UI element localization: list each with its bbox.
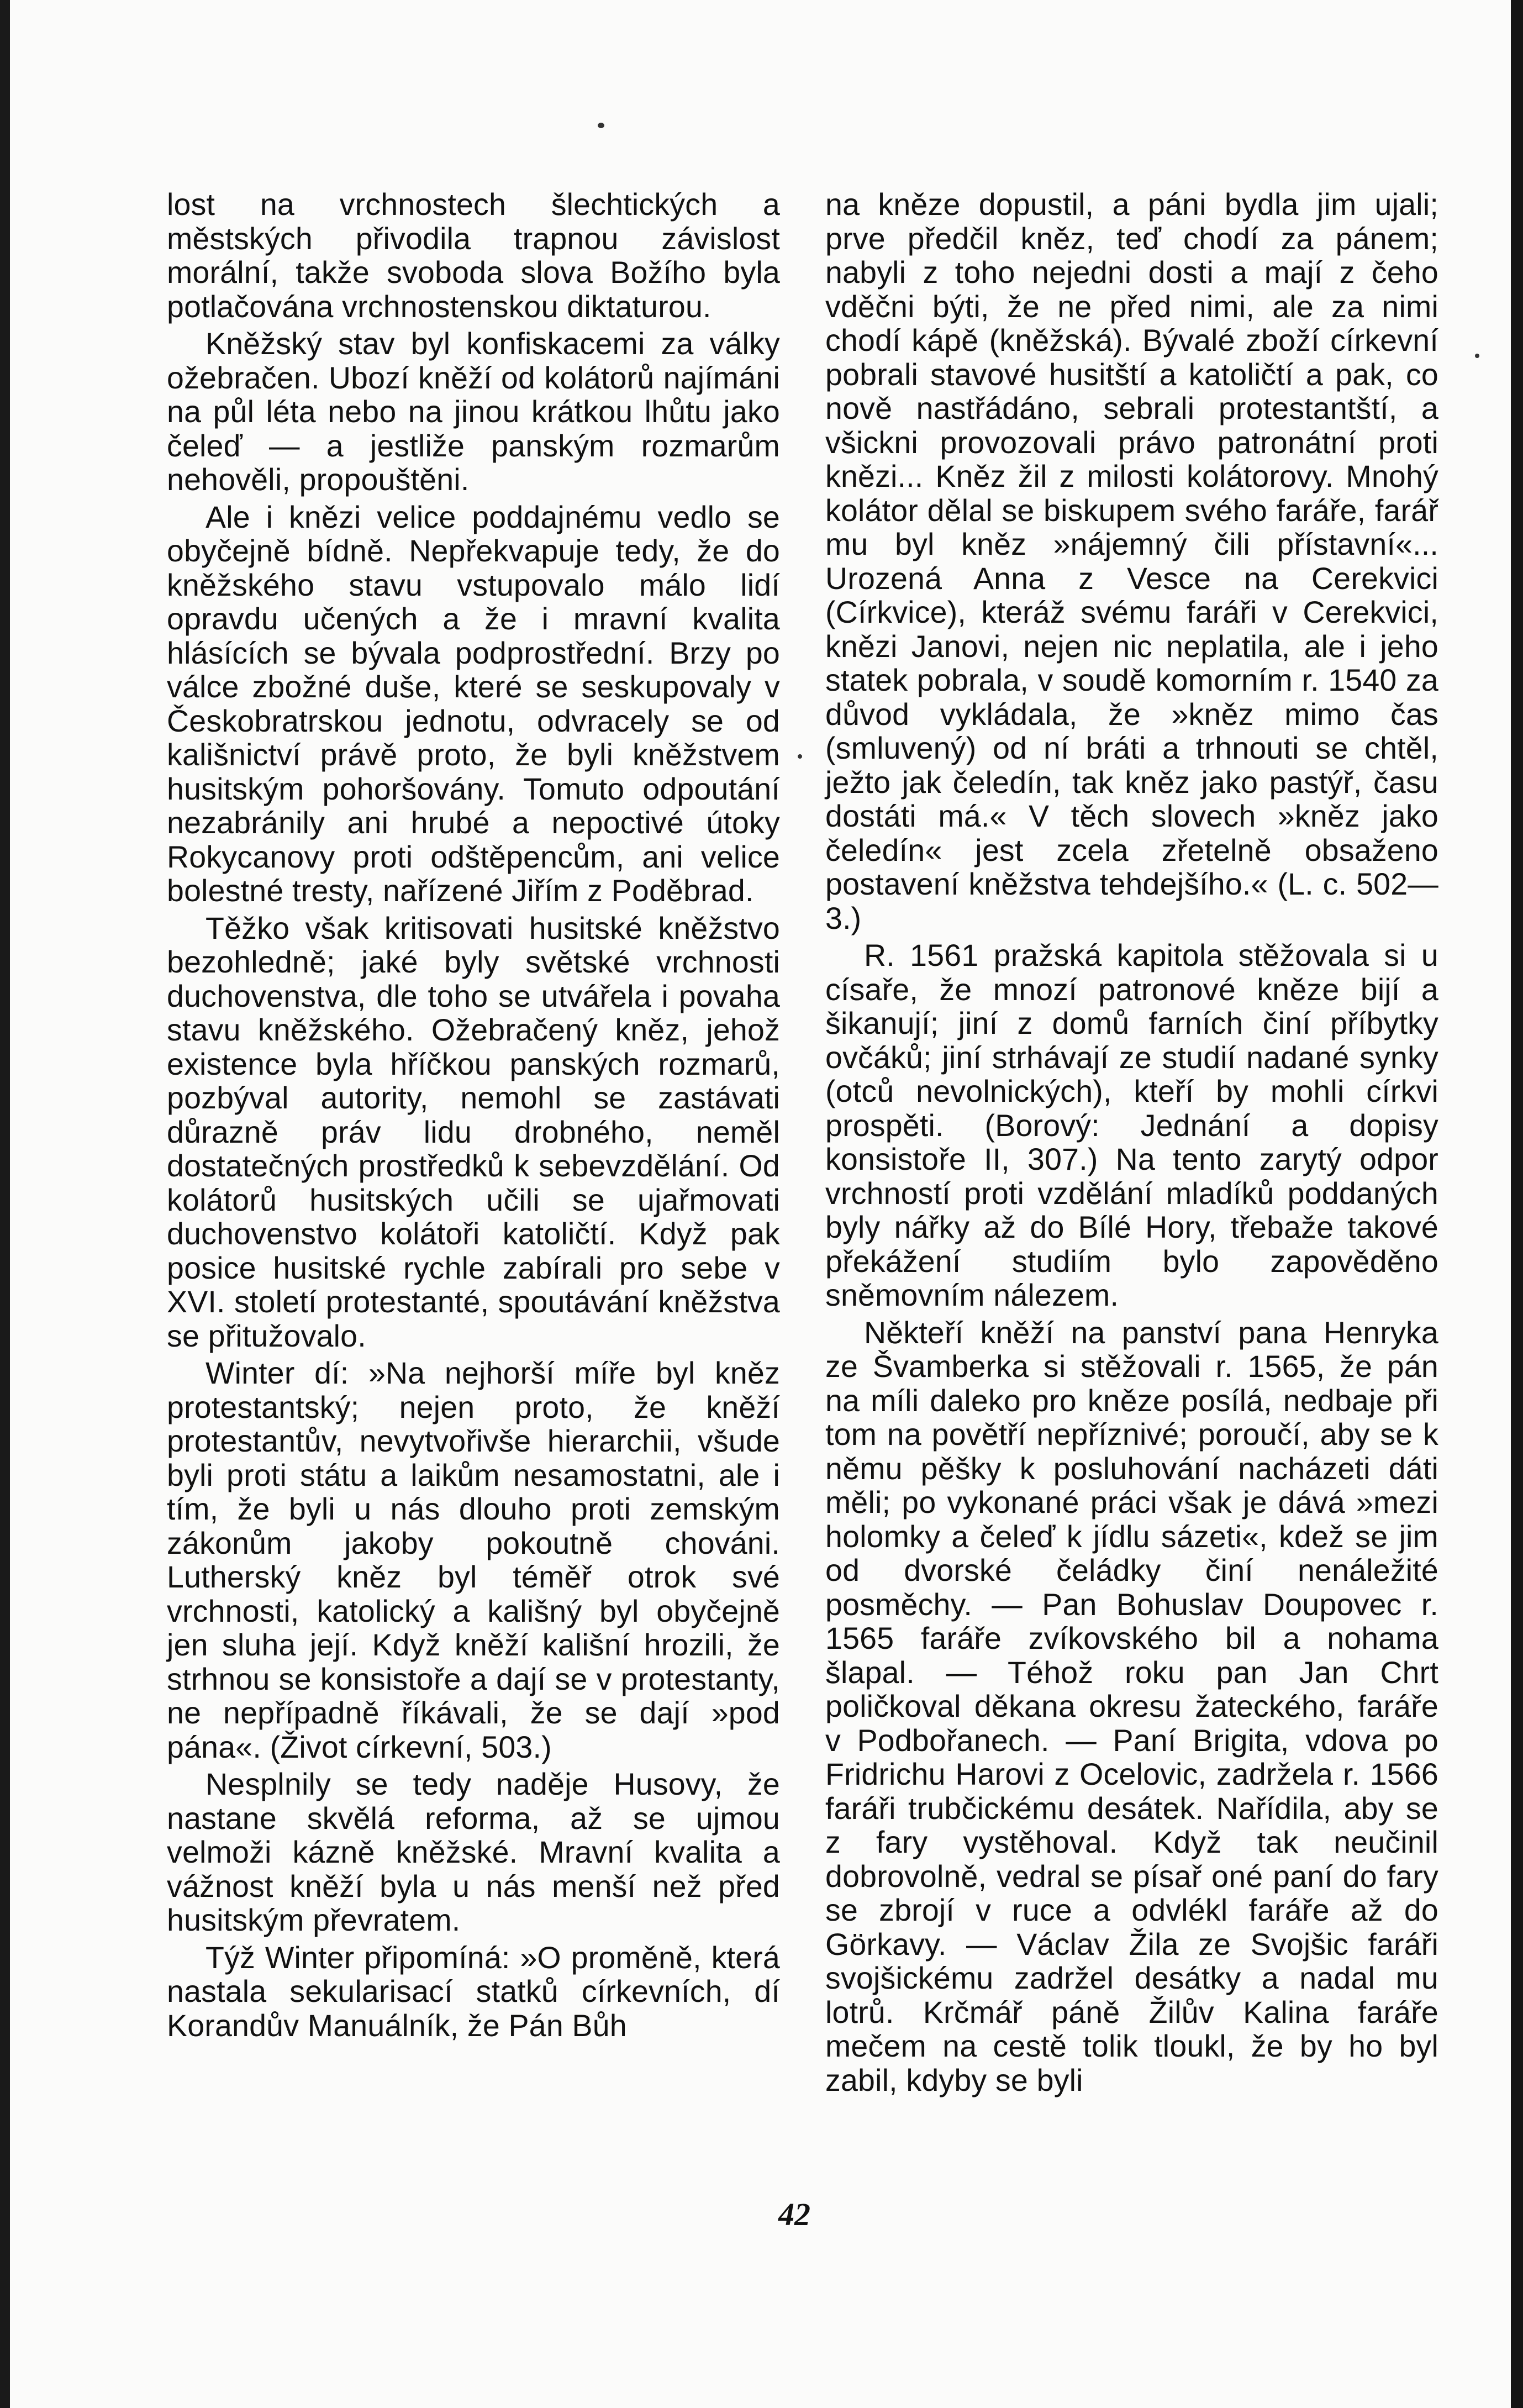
scan-speck: [598, 123, 604, 128]
left-column: [167, 188, 780, 2043]
scan-speck: [1475, 354, 1479, 358]
page-number: 42: [778, 2196, 810, 2232]
paragraph: Někteří kněží na panství pana Henryka ze Švamberka si stěžovali r. 1565, že pán na míli daleko pro kněze posílá, nedbaje při tom na povětří nepříznivé; poroučí, aby se k němu pěšky k posluhování nacházeti dáti měli; po vykonané práci však je dává »mezi holomky a čeleď k jídlu sázeti«, kdež se jim od dvorské čeládky činí nenáležité posměchy. — Pan Bohuslav Doupovec r. 1565 faráře zvíkovského bil a nohama šlapal. — Téhož roku pan Jan Chrt poličkoval děkana okresu žateckého, faráře v Podbořanech. — Paní Brigita, vdova po Fridrichu Harovi z Ocelovic, zadržela r. 1566 faráři trubčickému desátek. Nařídila, aby se z fary vystěhoval. Když tak neučinil dobrovolně, vedral se písař oné paní do fary se zbrojí v ruce a odvlékl faráře až do Görkavy. — Václav Žila ze Svojšic faráři svojšickému zadržel desátky a nadal mu lotrů. Krčmář páně Žilův Kalina faráře mečem na cestě tolik tloukl, že by ho byl zabil, kdyby se byli: [825, 1315, 1438, 2097]
paragraph: Ale i knězi velice poddajnému vedlo se obyčejně bídně. Nepřekvapuje tedy, že do kněžského stavu vstupovalo málo lidí opravdu učených a že i mravní kvalita hlásících se bývala podprostřední. Brzy po válce zbožné duše, které se seskupovaly v Českobratrskou jednotu, odvracely se od kališnictví právě proto, že byli kněžstvem husitským pohoršovány. Tomuto odpoutání nezabránily ani hrubé a nepoctivé útoky Rokycanovy proti odštěpencům, ani velice bolestné tresty, nařízené Jiřím z Poděbrad.: [167, 500, 780, 908]
paragraph: Kněžský stav byl konfiskacemi za války ožebračen. Ubozí kněží od kolátorů najímáni na půl léta nebo na jinou krátkou lhůtu jako čeleď — a jestliže panským rozmarům nehověli, propouštěni.: [167, 327, 780, 497]
right-column: [825, 188, 1438, 2097]
paragraph: Nesplnily se tedy naděje Husovy, že nastane skvělá reforma, až se ujmou velmoži kázně kněžské. Mravní kvalita a vážnost kněží byla u nás menší než před husitským převratem.: [167, 1767, 780, 1937]
paragraph: Těžko však kritisovati husitské kněžstvo bezohledně; jaké byly světské vrchnosti duchovenstva, dle toho se utvářela i povaha stavu kněžského. Ožebračený kněz, jehož existence byla hříčkou panských rozmarů, pozbýval autority, nemohl se zastávati důrazně práv lidu drobného, neměl dostatečných prostředků k sebevzdělání. Od kolátorů husitských učili se ujařmovati duchovenstvo kolátoři katoličtí. Když pak posice husitské rychle zabírali pro sebe v XVI. století protestanté, spoutávání kněžstva se přitužovalo.: [167, 911, 780, 1353]
paragraph: na kněze dopustil, a páni bydla jim ujali; prve předčil kněz, teď chodí za pánem; nabyli z toho nejedni dosti a mají z čeho vděčni býti, že ne před nimi, ale za nimi chodí kápě (kněžská). Bývalé zboží církevní pobrali stavové husitští a katoličtí a pak, co nově nastřádáno, sebrali protestantští, a všickni provozovali právo patronátní proti knězi... Kněz žil z milosti kolátorovy. Mnohý kolátor dělal se biskupem svého faráře, farář mu byl kněz »nájemný čili přístavní«... Urozená Anna z Vesce na Cerekvici (Církvice), kteráž svému faráři v Cerekvici, knězi Janovi, nejen nic neplatila, ale i jeho statek pobrala, v soudě komorním r. 1540 za důvod vykládala, že »kněz mimo čas (smluvený) od ní bráti a trhnouti se chtěl, ježto jak čeledín, tak kněz jako pastýř, času dostáti má.« V těch slovech »kněz jako čeledín« jest zcela zřetelně obsaženo postavení kněžstva tehdejšího.« (L. c. 502—3.): [825, 187, 1438, 935]
paragraph: lost na vrchnostech šlechtických a městských přivodila trapnou závislost morální, takže svoboda slova Božího byla potlačována vrchnostenskou diktaturou.: [167, 187, 780, 324]
paragraph: Winter dí: »Na nejhorší míře byl kněz protestantský; nejen proto, že kněží protestantův, nevytvořivše hierarchii, všude byli proti státu a laikům nesamostatni, ale i tím, že byli u nás dlouho proti zemským zákonům jakoby pokoutně chováni. Lutherský kněz byl téměř otrok své vrchnosti, katolický a kališný byl obyčejně jen sluha její. Když kněží kališní hrozili, že strhnou se konsistoře a dají se v protestanty, ne nepřípadně říkávali, že se dají »pod pána«. (Život církevní, 503.): [167, 1356, 780, 1764]
scan-speck: [798, 754, 802, 759]
paragraph: Týž Winter připomíná: »O proměně, která nastala sekularisací statků církevních, dí Korandův Manuálník, že Pán Bůh: [167, 1940, 780, 2043]
paragraph: R. 1561 pražská kapitola stěžovala si u císaře, že mnozí patronové kněze bijí a šikanují; jiní z domů farních činí příbytky ovčáků; jiní strhávají ze studií nadané synky (otců nevolnických), kteří by mohli církvi prospěti. (Borový: Jednání a dopisy konsistoře II, 307.) Na tento zarytý odpor vrchností proti vzdělání mladíků poddaných byly nářky až do Bílé Hory, třebaže takové překážení studiím bylo zapověděno sněmovním nálezem.: [825, 938, 1438, 1312]
